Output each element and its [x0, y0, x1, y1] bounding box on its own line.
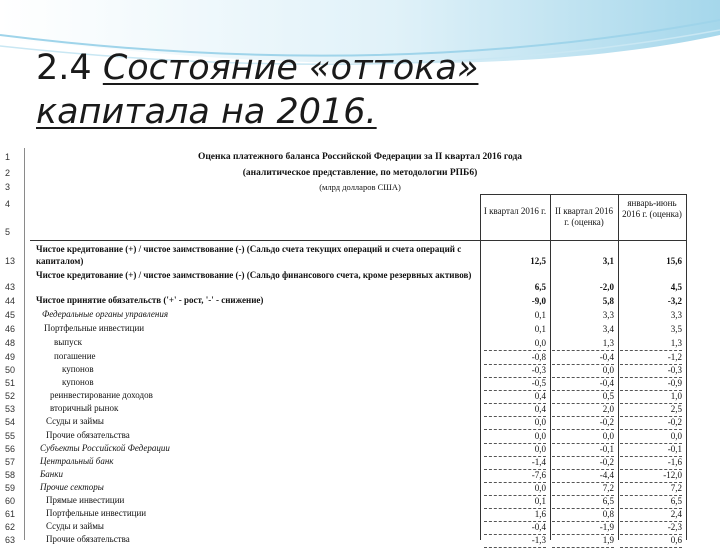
- value-cell-2: -0,1: [599, 444, 614, 454]
- value-cell-1: 0,0: [534, 417, 546, 427]
- row-number: 55: [5, 431, 16, 441]
- value-cell-1: 0,1: [534, 496, 546, 506]
- value-cell-1: -1,4: [531, 457, 546, 467]
- row-label: Прочие обязательства: [46, 430, 130, 440]
- row-label: купонов: [62, 377, 94, 387]
- value-cell-2: 1,9: [602, 535, 614, 545]
- row-number: 5: [5, 227, 11, 237]
- row-label: вторичный рынок: [50, 403, 119, 413]
- value-cell-3: -0,1: [667, 444, 682, 454]
- row-number-gutter: [24, 148, 25, 540]
- cell-underline: [552, 429, 614, 430]
- value-cell-2: 6,5: [602, 496, 614, 506]
- value-cell-1: -1,3: [531, 535, 546, 545]
- row-number: 46: [5, 324, 16, 334]
- title-line-2: капитала на 2016.: [36, 92, 377, 132]
- row-label: Центральный банк: [40, 456, 114, 466]
- row-label: Чистое принятие обязательств ('+' - рост, '-' - снижение): [36, 295, 264, 305]
- row-label: выпуск: [54, 337, 82, 347]
- row-label: Прочие обязательства: [46, 534, 130, 544]
- row-number: 58: [5, 470, 16, 480]
- col-divider: [686, 194, 687, 540]
- cell-underline: [484, 350, 546, 351]
- row-label: Федеральные органы управления: [42, 309, 169, 319]
- row-number: 60: [5, 496, 16, 506]
- row-label: купонов: [62, 364, 94, 374]
- value-cell-3: 2,4: [670, 509, 682, 519]
- sheet-subheading: (аналитическое представление, по методологии РПБ6): [242, 168, 478, 178]
- value-cell-3: -0,2: [667, 417, 682, 427]
- value-cell-3: 1,0: [670, 391, 682, 401]
- row-label: погашение: [54, 351, 96, 361]
- value-cell-1: 1,6: [534, 509, 546, 519]
- value-cell-2: 3,4: [602, 324, 614, 334]
- row-label: Прочие секторы: [40, 482, 104, 492]
- value-cell-2: 0,8: [602, 509, 614, 519]
- value-cell-2: 0,0: [602, 431, 614, 441]
- header-top-rule: [480, 194, 686, 195]
- value-cell-3: 6,5: [670, 496, 682, 506]
- value-cell-1: -0,8: [531, 352, 546, 362]
- sheet-units: (млрд долларов США): [319, 182, 401, 192]
- row-number: 45: [5, 310, 16, 320]
- spreadsheet: [0, 148, 690, 545]
- row-number: 59: [5, 483, 16, 493]
- value-cell-3: -1,2: [667, 352, 682, 362]
- col-header-q1: I квартал 2016 г.: [483, 206, 547, 216]
- row-label: Чистое кредитование (+) / чистое заимствование (-) (Сальдо финансового счета, кроме резервных активов): [36, 270, 472, 280]
- col-divider: [480, 194, 481, 540]
- row-label: Чистое кредитование (+) / чистое заимствование (-) (Сальдо счета текущих операций и счета операций с капиталом): [36, 244, 462, 266]
- value-cell-3: 4,5: [670, 282, 682, 292]
- value-cell-2: 3,1: [602, 256, 614, 266]
- value-cell-1: 0,0: [534, 431, 546, 441]
- row-number: 51: [5, 378, 16, 388]
- value-cell-3: -1,6: [667, 457, 682, 467]
- value-cell-3: 2,5: [670, 404, 682, 414]
- row-label: Субъекты Российской Федерации: [40, 443, 170, 453]
- cell-underline: [552, 350, 614, 351]
- row-number: 63: [5, 535, 16, 545]
- row-number: 50: [5, 365, 16, 375]
- col-header-h1: январь-июнь 2016 г. (оценка): [622, 198, 682, 219]
- row-number: 2: [5, 168, 11, 178]
- row-label: Портфельные инвестиции: [44, 323, 145, 333]
- value-cell-3: 3,5: [670, 324, 682, 334]
- value-cell-3: -12,0: [663, 470, 682, 480]
- row-number: 49: [5, 352, 16, 362]
- value-cell-2: -0,4: [599, 378, 614, 388]
- value-cell-1: -0,3: [531, 365, 546, 375]
- value-cell-3: -0,3: [667, 365, 682, 375]
- value-cell-1: 12,5: [530, 256, 546, 266]
- value-cell-3: 0,0: [670, 431, 682, 441]
- value-cell-1: 0,0: [534, 483, 546, 493]
- row-label: Ссуды и займы: [46, 416, 104, 426]
- value-cell-1: 0,0: [534, 338, 546, 348]
- value-cell-2: -0,2: [599, 457, 614, 467]
- value-cell-1: 6,5: [534, 282, 546, 292]
- row-number: 57: [5, 457, 16, 467]
- slide-title: [36, 46, 478, 134]
- row-number: 48: [5, 338, 16, 348]
- value-cell-2: 0,0: [602, 365, 614, 375]
- value-cell-3: -3,2: [667, 296, 682, 306]
- col-header-q2: II квартал 2016 г. (оценка): [555, 206, 613, 227]
- value-cell-1: 0,1: [534, 324, 546, 334]
- cell-underline: [620, 350, 682, 351]
- row-number: 53: [5, 404, 16, 414]
- row-number: 62: [5, 522, 16, 532]
- value-cell-3: 1,3: [670, 338, 682, 348]
- value-cell-1: 0,4: [534, 404, 546, 414]
- row-label: реинвестирование доходов: [50, 390, 153, 400]
- value-cell-2: 0,5: [602, 391, 614, 401]
- row-number: 1: [5, 152, 11, 162]
- cell-underline: [620, 429, 682, 430]
- cell-underline: [484, 429, 546, 430]
- row-label: Ссуды и займы: [46, 521, 104, 531]
- value-cell-2: 2,0: [602, 404, 614, 414]
- row-number: 44: [5, 296, 16, 306]
- value-cell-3: -2,3: [667, 522, 682, 532]
- row-number: 54: [5, 417, 16, 427]
- row-number: 43: [5, 282, 16, 292]
- row-label: Прямые инвестиции: [46, 495, 125, 505]
- row-number: 61: [5, 509, 16, 519]
- value-cell-1: -9,0: [531, 296, 546, 306]
- value-cell-3: 7,2: [670, 483, 682, 493]
- value-cell-2: -0,2: [599, 417, 614, 427]
- value-cell-2: -4,4: [599, 470, 614, 480]
- value-cell-1: 0,1: [534, 310, 546, 320]
- value-cell-1: -0,4: [531, 522, 546, 532]
- value-cell-2: 1,3: [602, 338, 614, 348]
- title-line-1: Состояние «оттока»: [102, 48, 479, 88]
- value-cell-3: -0,9: [667, 378, 682, 388]
- value-cell-1: 0,0: [534, 444, 546, 454]
- row-number: 3: [5, 182, 11, 192]
- value-cell-3: 0,6: [670, 535, 682, 545]
- section-number: 2.4: [36, 48, 92, 88]
- col-divider: [550, 194, 551, 540]
- row-number: 4: [5, 199, 11, 209]
- col-divider: [618, 194, 619, 540]
- row-label: Банки: [40, 469, 63, 479]
- sheet-heading: Оценка платежного баланса Российской Федерации за II квартал 2016 года: [197, 152, 523, 162]
- value-cell-1: -7,6: [531, 470, 546, 480]
- value-cell-2: -2,0: [599, 282, 614, 292]
- value-cell-2: -0,4: [599, 352, 614, 362]
- value-cell-1: 0,4: [534, 391, 546, 401]
- value-cell-1: -0,5: [531, 378, 546, 388]
- header-bottom-rule: [30, 240, 686, 241]
- row-number: 13: [5, 256, 16, 266]
- row-number: 56: [5, 444, 16, 454]
- row-label: Портфельные инвестиции: [46, 508, 147, 518]
- value-cell-2: 3,3: [602, 310, 614, 320]
- value-cell-3: 15,6: [666, 256, 682, 266]
- value-cell-2: -1,9: [599, 522, 614, 532]
- value-cell-2: 7,2: [602, 483, 614, 493]
- value-cell-3: 3,3: [670, 310, 682, 320]
- value-cell-2: 5,8: [602, 296, 614, 306]
- row-number: 52: [5, 391, 16, 401]
